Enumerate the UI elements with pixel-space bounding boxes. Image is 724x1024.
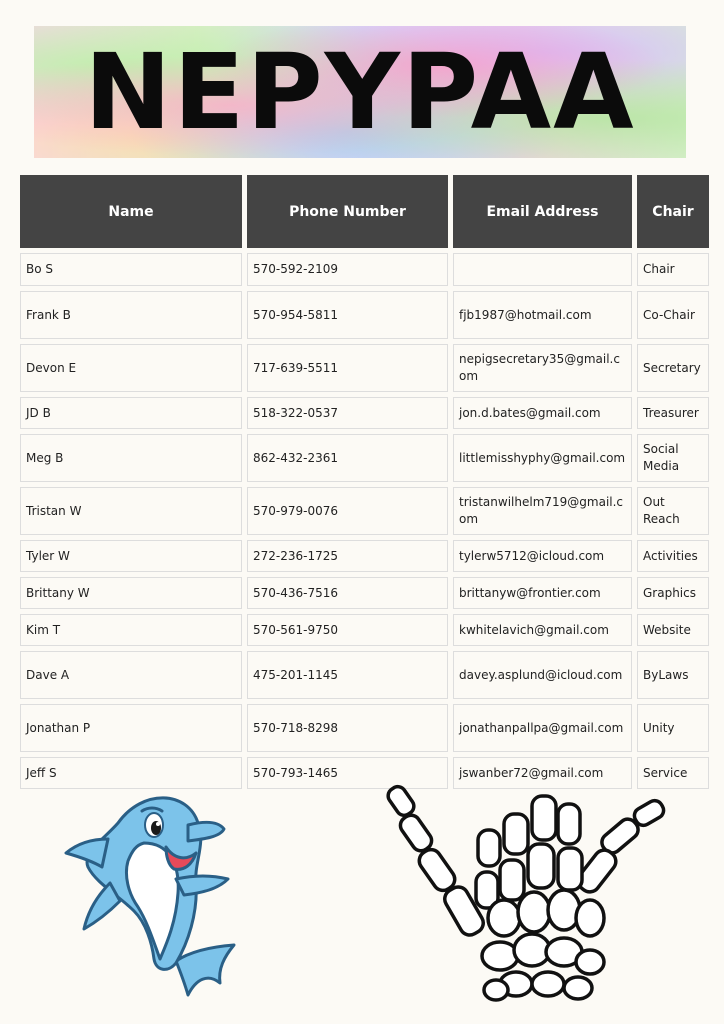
contact-table xyxy=(15,170,714,794)
cell-email: littlemisshyphy@gmail.com xyxy=(453,434,632,482)
cell-email: tristanwilhelm719@gmail.com xyxy=(453,487,632,535)
cell-phone: 272-236-1725 xyxy=(247,540,448,572)
cell-phone: 570-979-0076 xyxy=(247,487,448,535)
cell-chair: ByLaws xyxy=(637,651,709,699)
cell-chair: Website xyxy=(637,614,709,646)
cell-name: Brittany W xyxy=(20,577,242,609)
cell-phone: 570-561-9750 xyxy=(247,614,448,646)
cell-name: Kim T xyxy=(20,614,242,646)
cell-email: jonathanpallpa@gmail.com xyxy=(453,704,632,752)
cell-name: Devon E xyxy=(20,344,242,392)
cell-chair: Unity xyxy=(637,704,709,752)
cell-phone: 570-718-8298 xyxy=(247,704,448,752)
cell-name: Jonathan P xyxy=(20,704,242,752)
cell-name: Jeff S xyxy=(20,757,242,789)
cell-email: tylerw5712@icloud.com xyxy=(453,540,632,572)
cell-chair: Out Reach xyxy=(637,487,709,535)
skeleton-hand-illustration xyxy=(382,778,682,1018)
header-name: Name xyxy=(20,175,242,248)
cell-name: Meg B xyxy=(20,434,242,482)
cell-name: JD B xyxy=(20,397,242,429)
table-row xyxy=(20,704,709,752)
cell-name: Dave A xyxy=(20,651,242,699)
cell-phone: 717-639-5511 xyxy=(247,344,448,392)
header-chair: Chair xyxy=(637,175,709,248)
cell-email: fjb1987@hotmail.com xyxy=(453,291,632,339)
cell-phone: 862-432-2361 xyxy=(247,434,448,482)
table-row xyxy=(20,344,709,392)
cell-email xyxy=(453,253,632,286)
cell-email: brittanyw@frontier.com xyxy=(453,577,632,609)
cell-chair: Social Media xyxy=(637,434,709,482)
header-phone: Phone Number xyxy=(247,175,448,248)
cell-chair: Co-Chair xyxy=(637,291,709,339)
cell-chair: Graphics xyxy=(637,577,709,609)
table-header-row xyxy=(20,175,709,248)
cell-chair: Service xyxy=(637,757,709,789)
table-row xyxy=(20,540,709,572)
cell-phone: 570-954-5811 xyxy=(247,291,448,339)
cell-phone: 475-201-1145 xyxy=(247,651,448,699)
table-row xyxy=(20,614,709,646)
cell-chair: Chair xyxy=(637,253,709,286)
table-row xyxy=(20,487,709,535)
title-banner xyxy=(34,26,686,158)
header-email: Email Address xyxy=(453,175,632,248)
cell-chair: Activities xyxy=(637,540,709,572)
table-row xyxy=(20,434,709,482)
table-row xyxy=(20,291,709,339)
cell-email: jswanber72@gmail.com xyxy=(453,757,632,789)
cell-email: davey.asplund@icloud.com xyxy=(453,651,632,699)
table-row xyxy=(20,253,709,286)
cell-email: jon.d.bates@gmail.com xyxy=(453,397,632,429)
cell-email: nepigsecretary35@gmail.com xyxy=(453,344,632,392)
dolphin-illustration xyxy=(48,783,248,1013)
cell-name: Bo S xyxy=(20,253,242,286)
cell-chair: Treasurer xyxy=(637,397,709,429)
cell-email: kwhitelavich@gmail.com xyxy=(453,614,632,646)
table-row xyxy=(20,651,709,699)
cell-phone: 518-322-0537 xyxy=(247,397,448,429)
table-row xyxy=(20,577,709,609)
cell-phone: 570-436-7516 xyxy=(247,577,448,609)
cell-name: Frank B xyxy=(20,291,242,339)
cell-name: Tyler W xyxy=(20,540,242,572)
page-title: NEPYPAA xyxy=(84,31,636,153)
table-row xyxy=(20,397,709,429)
cell-name: Tristan W xyxy=(20,487,242,535)
cell-phone: 570-592-2109 xyxy=(247,253,448,286)
cell-phone: 570-793-1465 xyxy=(247,757,448,789)
cell-chair: Secretary xyxy=(637,344,709,392)
